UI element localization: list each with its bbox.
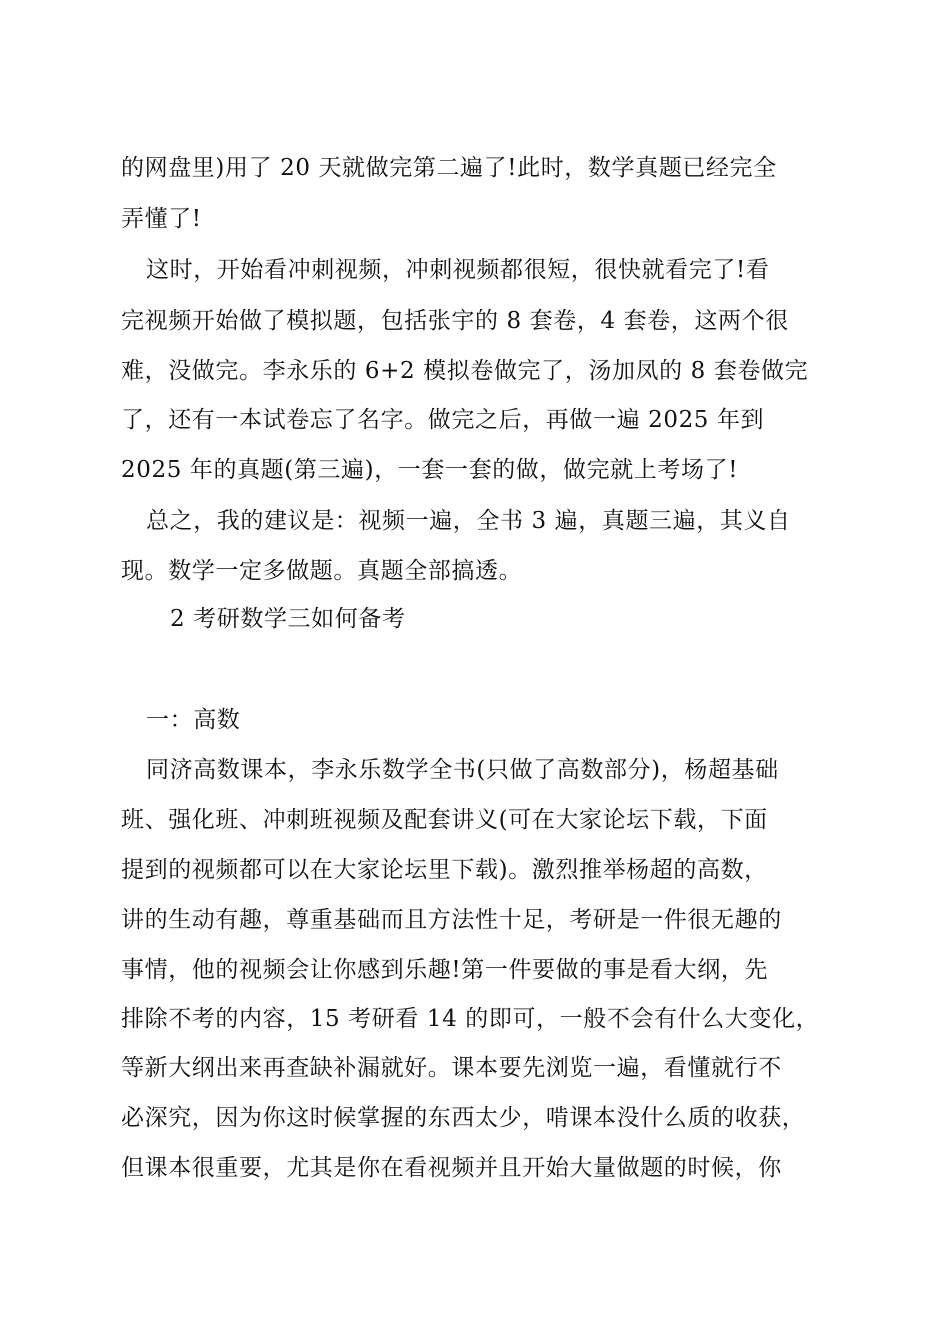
section-heading: 2 考研数学三如何备考 bbox=[170, 606, 406, 632]
text-line-19: 必深究，因为你这时候掌握的东西太少，啃课本没什么质的收获， bbox=[121, 1105, 806, 1131]
text-line-14: 提到的视频都可以在大家论坛里下载)。激烈推举杨超的高数， bbox=[121, 857, 768, 883]
text-line-12: 同济高数课本，李永乐数学全书(只做了高数部分)，杨超基础 bbox=[146, 757, 779, 783]
text-line-17: 排除不考的内容，15 考研看 14 的即可，一般不会有什么大变化， bbox=[121, 1006, 820, 1032]
text-line-4: 完视频开始做了模拟题，包括张宇的 8 套卷，4 套卷，这两个很 bbox=[121, 308, 789, 334]
text-line-2: 弄懂了! bbox=[121, 206, 202, 232]
text-line-1: 的网盘里)用了 20 天就做完第二遍了!此时，数学真题已经完全 bbox=[121, 155, 777, 181]
text-line-18: 等新大纲出来再查缺补漏就好。课本要先浏览一遍，看懂就行不 bbox=[121, 1055, 782, 1081]
text-line-7: 2025 年的真题(第三遍)，一套一套的做，做完就上考场了! bbox=[121, 457, 739, 483]
text-line-9: 现。数学一定多做题。真题全部搞透。 bbox=[121, 558, 523, 584]
subsection-heading: 一：高数 bbox=[146, 707, 241, 733]
text-line-3: 这时，开始看冲刺视频，冲刺视频都很短，很快就看完了!看 bbox=[146, 257, 770, 283]
text-line-15: 讲的生动有趣，尊重基础而且方法性十足，考研是一件很无趣的 bbox=[121, 907, 782, 933]
text-line-16: 事情，他的视频会让你感到乐趣!第一件要做的事是看大纲，先 bbox=[121, 957, 769, 983]
text-line-6: 了，还有一本试卷忘了名字。做完之后，再做一遍 2025 年到 bbox=[121, 407, 765, 433]
text-line-5: 难，没做完。李永乐的 6+2 模拟卷做完了，汤加凤的 8 套卷做完 bbox=[121, 358, 809, 384]
text-line-8: 总之，我的建议是：视频一遍，全书 3 遍，真题三遍，其义自 bbox=[146, 508, 791, 534]
text-line-20: 但课本很重要，尤其是你在看视频并且开始大量做题的时候，你 bbox=[121, 1155, 782, 1181]
text-line-13: 班、强化班、冲刺班视频及配套讲义(可在大家论坛下载，下面 bbox=[121, 807, 768, 833]
